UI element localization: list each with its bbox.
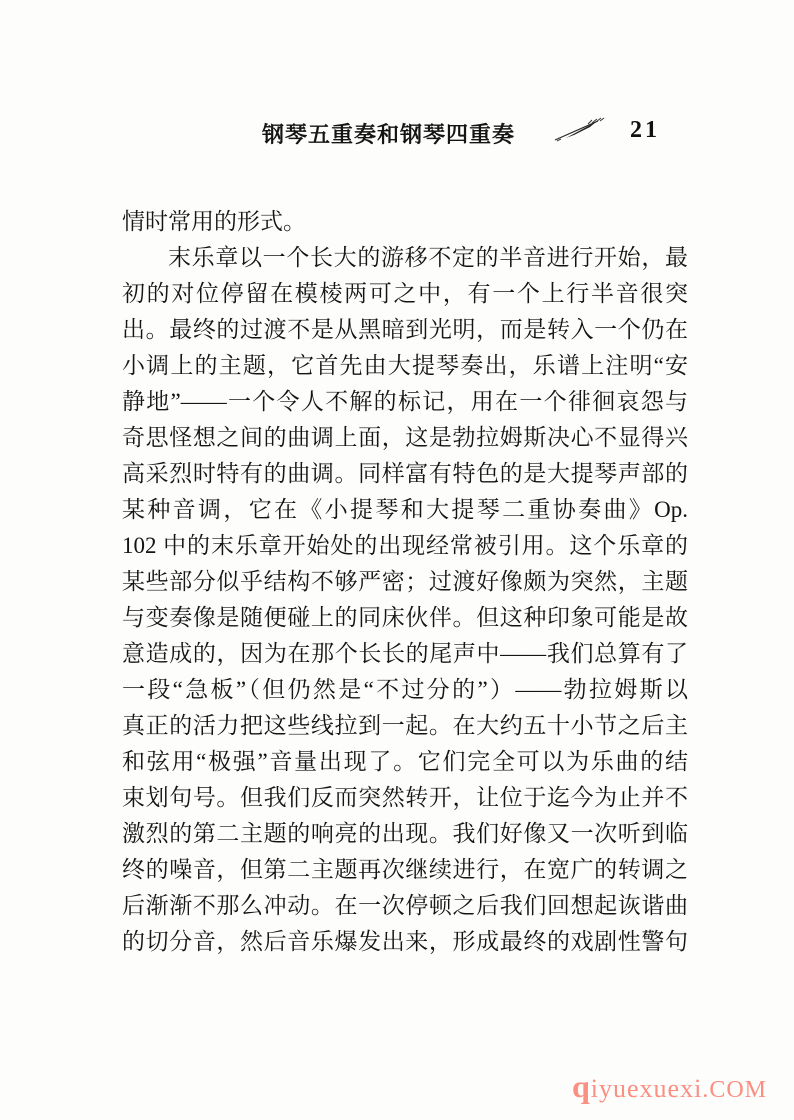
- text-line: 真正的活力把这些线拉到一起。在大约五十小节之后主: [122, 713, 688, 738]
- running-header-title: 钢琴五重奏和钢琴四重奏: [262, 122, 516, 147]
- text-line: 终的噪音，但第二主题再次继续进行，在宽广的转调之: [122, 857, 688, 882]
- text-line: 末乐章以一个长大的游移不定的半音进行开始，最: [168, 245, 688, 270]
- body-text: [122, 204, 688, 960]
- text-line: 奇思怪想之间的曲调上面，这是勃拉姆斯决心不显得兴: [122, 425, 688, 450]
- text-line: 意造成的，因为在那个长长的尾声中——我们总算有了: [122, 641, 688, 666]
- text-line: 初的对位停留在模棱两可之中，有一个上行半音很突: [122, 281, 688, 306]
- watermark-domain-suffix: .COM: [702, 1077, 768, 1103]
- text-line: 静地”——一个令人不解的标记，用在一个徘徊哀怨与: [122, 389, 688, 414]
- text-line: 情时常用的形式。: [122, 209, 306, 234]
- page-number: 21: [630, 117, 660, 143]
- text-line: 后渐渐不那么冲动。在一次停顿之后我们回想起诙谐曲: [122, 893, 688, 918]
- watermark-middle: iyuexuexi: [590, 1074, 703, 1103]
- text-line: 的切分音，然后音乐爆发出来，形成最终的戏剧性警句: [122, 929, 688, 954]
- text-line: 束划句号。但我们反而突然转开，让位于迄今为止并不: [122, 785, 688, 810]
- watermark-q: q: [572, 1068, 591, 1104]
- text-line: 一段“急板”（但仍然是“不过分的”）——勃拉姆斯以: [122, 677, 688, 702]
- text-line: 某种音调，它在《小提琴和大提琴二重协奏曲》Op.: [122, 497, 688, 522]
- text-line: 与变奏像是随便碰上的同床伙伴。但这种印象可能是故: [122, 605, 688, 630]
- text-line: 和弦用“极强”音量出现了。它们完全可以为乐曲的结: [122, 749, 688, 774]
- text-line: 某些部分似乎结构不够严密；过渡好像颇为突然，主题: [122, 569, 688, 594]
- flourish-icon: [552, 112, 608, 146]
- text-line: 102 中的末乐章开始处的出现经常被引用。这个乐章的: [122, 533, 688, 558]
- watermark: [572, 1068, 767, 1105]
- text-line: 小调上的主题，它首先由大提琴奏出，乐谱上注明“安: [122, 353, 688, 378]
- text-line: 激烈的第二主题的响亮的出现。我们好像又一次听到临: [122, 821, 688, 846]
- text-line: 高采烈时特有的曲调。同样富有特色的是大提琴声部的: [122, 461, 688, 486]
- text-line: 出。最终的过渡不是从黑暗到光明，而是转入一个仍在: [122, 317, 688, 342]
